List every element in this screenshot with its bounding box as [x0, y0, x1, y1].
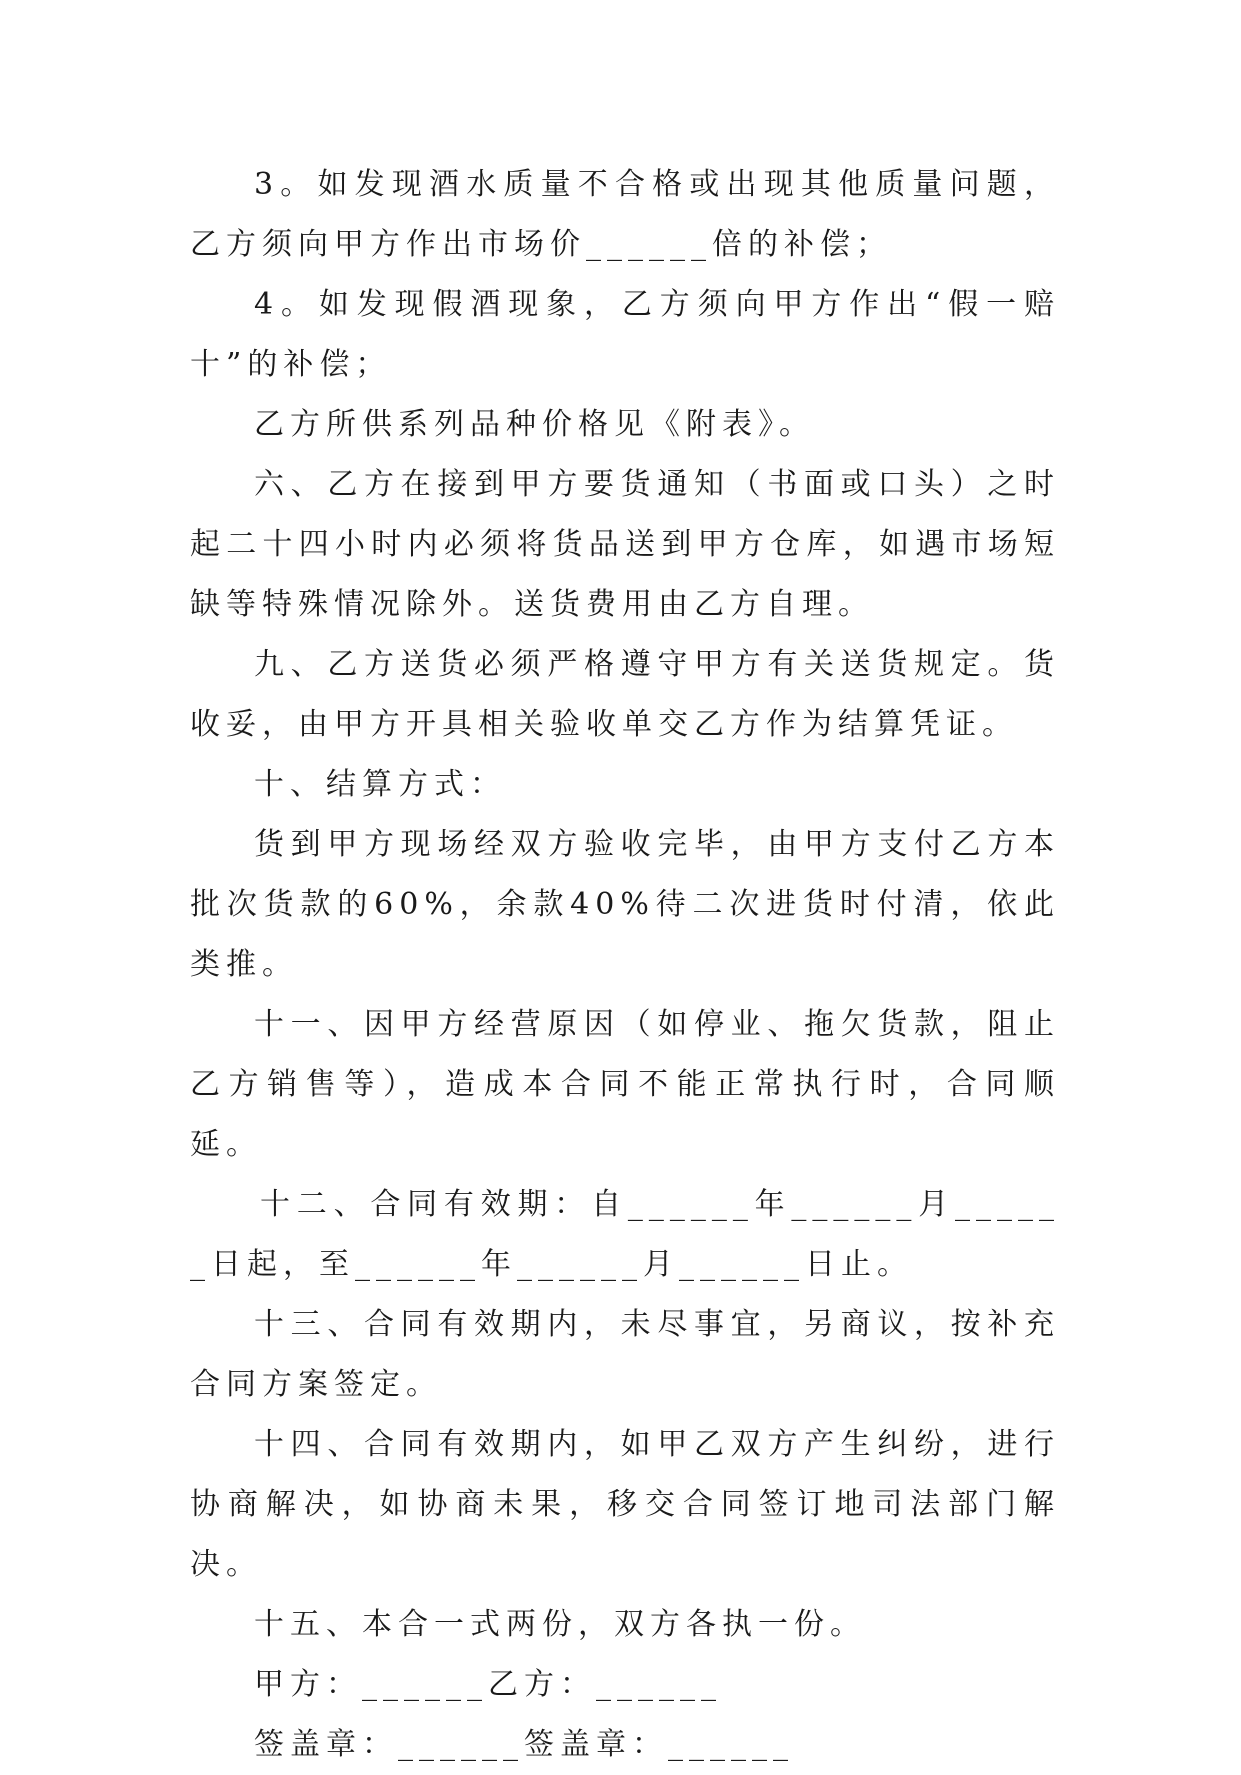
party-names-line: 甲方：______乙方：______ [254, 1667, 722, 1702]
clause-6-delivery: 六、乙方在接到甲方要货通知（书面或口头）之时起二十四小时内必须将货品送到甲方仓库，如遇市场短缺等特殊情况除外。送货费用由乙方自理。 [190, 467, 1060, 622]
clause-14-dispute-resolution: 十四、合同有效期内，如甲乙双方产生纠纷，进行协商解决，如协商未果，移交合同签订地司法部门解决。 [190, 1427, 1060, 1582]
price-list-note: 乙方所供系列品种价格见《附表》。 [254, 407, 815, 442]
signature-stamp-line: 签盖章：______签盖章：______ [254, 1727, 794, 1762]
clause-10-settlement-terms: 货到甲方现场经双方验收完毕，由甲方支付乙方本批次货款的60%，余款40%待二次进货时付清，依此类推。 [190, 827, 1060, 982]
clause-12-validity-period: 十二、合同有效期：自______年______月______日起，至______年______月______日止。 [190, 1187, 1060, 1282]
clause-3-quality-compensation: 3。如发现酒水质量不合格或出现其他质量问题，乙方须向甲方作出市场价______倍的补偿； [190, 167, 1060, 262]
clause-4-fake-liquor-compensation: 4。如发现假酒现象，乙方须向甲方作出“假一赔十”的补偿； [190, 287, 1060, 382]
clause-11-contract-extension: 十一、因甲方经营原因（如停业、拖欠货款，阻止乙方销售等），造成本合同不能正常执行时，合同顺延。 [190, 1007, 1060, 1162]
document-body [190, 155, 1060, 1775]
clause-15-copies: 十五、本合一式两份，双方各执一份。 [254, 1607, 866, 1642]
clause-13-supplementary-matters: 十三、合同有效期内，未尽事宜，另商议，按补充合同方案签定。 [190, 1307, 1060, 1402]
clause-9-delivery-rules: 九、乙方送货必须严格遵守甲方有关送货规定。货收妥，由甲方开具相关验收单交乙方作为结算凭证。 [190, 647, 1060, 742]
clause-10-settlement-heading: 十、结算方式： [254, 767, 506, 802]
